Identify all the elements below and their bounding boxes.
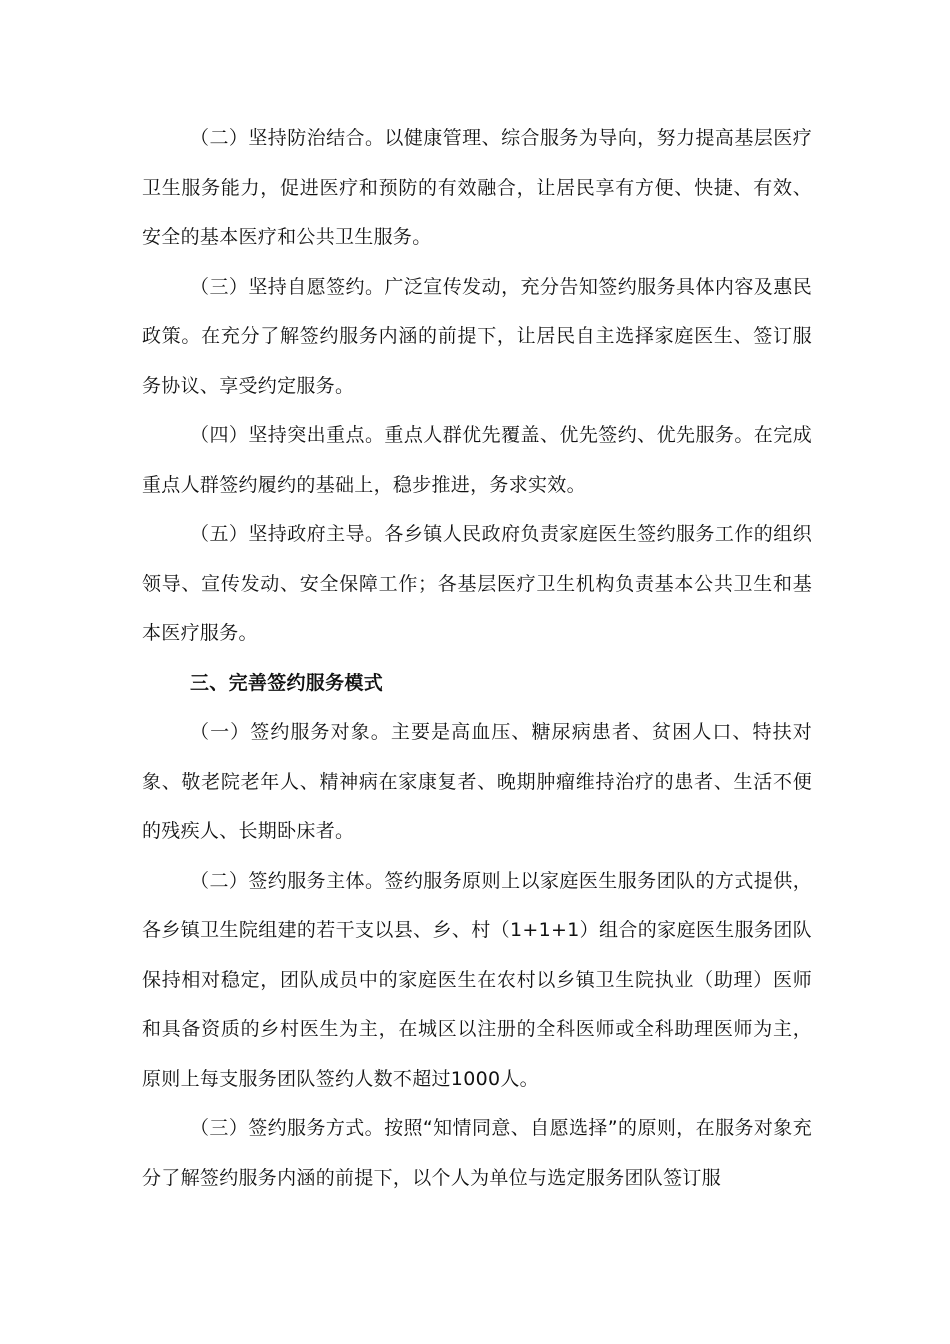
section-heading: 三、完善签约服务模式: [190, 671, 384, 694]
paragraph-service-providers: （二）签约服务主体。签约服务原则上以家庭医生服务团队的方式提供，各乡镇卫生院组建的若干支以县、乡、村（1+1+1）组合的家庭医生服务团队保持相对稳定，团队成员中的家庭医生在农村以乡镇卫生院执业（助理）医师和具备资质的乡村医生为主，在城区以注册的全科医师或全科助理医师为主，原则上每支服务团队签约人数不超过1000人。: [142, 869, 812, 1090]
paragraph-principle-3: （三）坚持自愿签约。广泛宣传发动，充分告知签约服务具体内容及惠民政策。在充分了解签约服务内涵的前提下，让居民自主选择家庭医生、签订服务协议、享受约定服务。: [142, 275, 812, 397]
paragraph-principle-2: （二）坚持防治结合。以健康管理、综合服务为导向，努力提高基层医疗卫生服务能力，促进医疗和预防的有效融合，让居民享有方便、快捷、有效、安全的基本医疗和公共卫生服务。: [142, 127, 812, 248]
paragraph-service-method: （三）签约服务方式。按照“知情同意、自愿选择”的原则，在服务对象充分了解签约服务内涵的前提下，以个人为单位与选定服务团队签订服: [142, 1117, 812, 1189]
document-body: [142, 114, 812, 1203]
paragraph-principle-5: （五）坚持政府主导。各乡镇人民政府负责家庭医生签约服务工作的组织领导、宣传发动、安全保障工作；各基层医疗卫生机构负责基本公共卫生和基本医疗服务。: [142, 523, 812, 644]
paragraph-principle-4: （四）坚持突出重点。重点人群优先覆盖、优先签约、优先服务。在完成重点人群签约履约的基础上，稳步推进，务求实效。: [142, 424, 812, 496]
paragraph-service-targets: （一）签约服务对象。主要是高血压、糖尿病患者、贫困人口、特扶对象、敬老院老年人、精神病在家康复者、晚期肿瘤维持治疗的患者、生活不便的残疾人、长期卧床者。: [142, 721, 812, 842]
